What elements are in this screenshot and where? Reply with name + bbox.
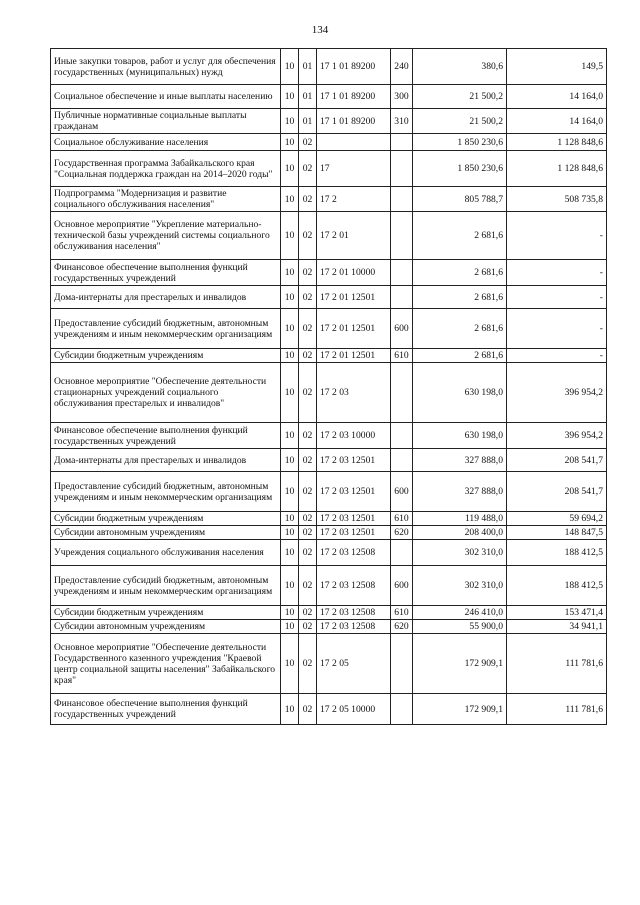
row-executed-amount-cell: - (507, 212, 607, 260)
table-row (51, 566, 607, 606)
table-row (51, 606, 607, 620)
row-section-cell: 10 (281, 309, 299, 349)
row-name-cell: Подпрограмма "Модернизация и развитие социального обслуживания населения" (51, 187, 281, 212)
table-row (51, 286, 607, 309)
row-executed-amount-cell: 396 954,2 (507, 423, 607, 449)
row-planned-amount-cell: 55 900,0 (413, 620, 507, 634)
row-subsection-cell: 02 (299, 449, 317, 472)
row-executed-amount-cell: 14 164,0 (507, 85, 607, 109)
row-subsection-cell: 01 (299, 85, 317, 109)
row-name-cell: Субсидии бюджетным учреждениям (51, 349, 281, 363)
table-row (51, 694, 607, 725)
row-executed-amount-cell: 111 781,6 (507, 634, 607, 694)
row-expense-type-cell: 610 (391, 512, 413, 526)
row-subsection-cell: 02 (299, 540, 317, 566)
row-expense-type-cell (391, 286, 413, 309)
row-target-article-cell: 17 (317, 151, 391, 187)
row-target-article-cell: 17 2 01 (317, 212, 391, 260)
row-planned-amount-cell: 21 500,2 (413, 85, 507, 109)
row-subsection-cell: 02 (299, 286, 317, 309)
row-target-article-cell: 17 2 03 10000 (317, 423, 391, 449)
row-subsection-cell: 02 (299, 472, 317, 512)
table-row (51, 212, 607, 260)
row-target-article-cell: 17 2 03 12508 (317, 606, 391, 620)
row-section-cell: 10 (281, 286, 299, 309)
row-executed-amount-cell: 188 412,5 (507, 540, 607, 566)
row-planned-amount-cell: 2 681,6 (413, 309, 507, 349)
row-planned-amount-cell: 630 198,0 (413, 363, 507, 423)
table-row (51, 134, 607, 151)
row-target-article-cell: 17 2 01 12501 (317, 286, 391, 309)
row-executed-amount-cell: 14 164,0 (507, 109, 607, 134)
row-subsection-cell: 02 (299, 187, 317, 212)
row-name-cell: Иные закупки товаров, работ и услуг для обеспечения государственных (муниципальных) нужд (51, 49, 281, 85)
row-expense-type-cell: 310 (391, 109, 413, 134)
row-target-article-cell: 17 2 03 12501 (317, 449, 391, 472)
row-expense-type-cell: 600 (391, 472, 413, 512)
row-expense-type-cell (391, 694, 413, 725)
row-target-article-cell: 17 2 01 10000 (317, 260, 391, 286)
table-row (51, 512, 607, 526)
row-subsection-cell: 02 (299, 260, 317, 286)
row-target-article-cell (317, 134, 391, 151)
row-name-cell: Основное мероприятие "Обеспечение деятельности Государственного казенного учреждения "Краевой центр социальной защиты населения" Забайкальского края" (51, 634, 281, 694)
row-planned-amount-cell: 119 488,0 (413, 512, 507, 526)
row-planned-amount-cell: 327 888,0 (413, 472, 507, 512)
row-name-cell: Социальное обеспечение и иные выплаты населению (51, 85, 281, 109)
row-target-article-cell: 17 2 03 12508 (317, 540, 391, 566)
row-section-cell: 10 (281, 423, 299, 449)
row-expense-type-cell (391, 634, 413, 694)
row-planned-amount-cell: 302 310,0 (413, 566, 507, 606)
row-name-cell: Финансовое обеспечение выполнения функций государственных учреждений (51, 260, 281, 286)
row-subsection-cell: 02 (299, 423, 317, 449)
table-row (51, 634, 607, 694)
row-target-article-cell: 17 2 05 (317, 634, 391, 694)
row-subsection-cell: 02 (299, 151, 317, 187)
row-planned-amount-cell: 380,6 (413, 49, 507, 85)
row-planned-amount-cell: 302 310,0 (413, 540, 507, 566)
row-expense-type-cell: 620 (391, 620, 413, 634)
row-section-cell: 10 (281, 212, 299, 260)
budget-table (50, 48, 607, 725)
row-planned-amount-cell: 208 400,0 (413, 526, 507, 540)
row-expense-type-cell (391, 260, 413, 286)
row-name-cell: Предоставление субсидий бюджетным, автономным учреждениям и иным некоммерческим организациям (51, 309, 281, 349)
row-executed-amount-cell: - (507, 349, 607, 363)
row-target-article-cell: 17 2 05 10000 (317, 694, 391, 725)
row-executed-amount-cell: 149,5 (507, 49, 607, 85)
row-section-cell: 10 (281, 449, 299, 472)
row-executed-amount-cell: 59 694,2 (507, 512, 607, 526)
table-row (51, 349, 607, 363)
row-executed-amount-cell: 148 847,5 (507, 526, 607, 540)
row-executed-amount-cell: 508 735,8 (507, 187, 607, 212)
row-expense-type-cell: 610 (391, 349, 413, 363)
row-executed-amount-cell: 1 128 848,6 (507, 151, 607, 187)
row-planned-amount-cell: 21 500,2 (413, 109, 507, 134)
row-planned-amount-cell: 2 681,6 (413, 260, 507, 286)
row-target-article-cell: 17 2 03 (317, 363, 391, 423)
row-expense-type-cell: 300 (391, 85, 413, 109)
row-expense-type-cell (391, 363, 413, 423)
row-section-cell: 10 (281, 512, 299, 526)
row-subsection-cell: 02 (299, 363, 317, 423)
row-planned-amount-cell: 1 850 230,6 (413, 134, 507, 151)
row-executed-amount-cell: 34 941,1 (507, 620, 607, 634)
table-row (51, 472, 607, 512)
row-section-cell: 10 (281, 151, 299, 187)
row-subsection-cell: 02 (299, 566, 317, 606)
row-section-cell: 10 (281, 260, 299, 286)
row-name-cell: Субсидии бюджетным учреждениям (51, 606, 281, 620)
row-expense-type-cell: 600 (391, 309, 413, 349)
row-subsection-cell: 02 (299, 212, 317, 260)
row-subsection-cell: 01 (299, 49, 317, 85)
row-expense-type-cell (391, 212, 413, 260)
row-name-cell: Субсидии бюджетным учреждениям (51, 512, 281, 526)
table-row (51, 109, 607, 134)
row-expense-type-cell (391, 151, 413, 187)
row-subsection-cell: 02 (299, 620, 317, 634)
row-name-cell: Учреждения социального обслуживания населения (51, 540, 281, 566)
table-row (51, 187, 607, 212)
row-name-cell: Публичные нормативные социальные выплаты гражданам (51, 109, 281, 134)
row-target-article-cell: 17 2 03 12501 (317, 526, 391, 540)
row-planned-amount-cell: 172 909,1 (413, 634, 507, 694)
row-name-cell: Дома-интернаты для престарелых и инвалидов (51, 449, 281, 472)
row-expense-type-cell: 610 (391, 606, 413, 620)
row-executed-amount-cell: 111 781,6 (507, 694, 607, 725)
row-name-cell: Дома-интернаты для престарелых и инвалидов (51, 286, 281, 309)
row-subsection-cell: 02 (299, 309, 317, 349)
row-section-cell: 10 (281, 134, 299, 151)
row-planned-amount-cell: 630 198,0 (413, 423, 507, 449)
row-planned-amount-cell: 805 788,7 (413, 187, 507, 212)
row-executed-amount-cell: - (507, 260, 607, 286)
row-target-article-cell: 17 2 01 12501 (317, 309, 391, 349)
table-row (51, 449, 607, 472)
row-target-article-cell: 17 2 03 12501 (317, 512, 391, 526)
row-executed-amount-cell: 396 954,2 (507, 363, 607, 423)
row-expense-type-cell (391, 187, 413, 212)
row-subsection-cell: 02 (299, 694, 317, 725)
table-row (51, 85, 607, 109)
table-row (51, 540, 607, 566)
row-target-article-cell: 17 1 01 89200 (317, 109, 391, 134)
row-planned-amount-cell: 2 681,6 (413, 286, 507, 309)
row-section-cell: 10 (281, 363, 299, 423)
row-section-cell: 10 (281, 694, 299, 725)
row-expense-type-cell (391, 134, 413, 151)
row-target-article-cell: 17 1 01 89200 (317, 49, 391, 85)
row-expense-type-cell (391, 423, 413, 449)
row-planned-amount-cell: 172 909,1 (413, 694, 507, 725)
row-section-cell: 10 (281, 526, 299, 540)
row-executed-amount-cell: 208 541,7 (507, 449, 607, 472)
row-subsection-cell: 02 (299, 526, 317, 540)
row-target-article-cell: 17 2 03 12508 (317, 620, 391, 634)
row-name-cell: Субсидии автономным учреждениям (51, 526, 281, 540)
row-planned-amount-cell: 327 888,0 (413, 449, 507, 472)
row-section-cell: 10 (281, 85, 299, 109)
row-name-cell: Финансовое обеспечение выполнения функций государственных учреждений (51, 423, 281, 449)
row-expense-type-cell: 240 (391, 49, 413, 85)
row-subsection-cell: 02 (299, 634, 317, 694)
row-executed-amount-cell: 153 471,4 (507, 606, 607, 620)
row-name-cell: Государственная программа Забайкальского края "Социальная поддержка граждан на 2014–2020 годы" (51, 151, 281, 187)
row-subsection-cell: 02 (299, 512, 317, 526)
row-name-cell: Предоставление субсидий бюджетным, автономным учреждениям и иным некоммерческим организациям (51, 566, 281, 606)
page-number: 134 (311, 24, 329, 36)
row-expense-type-cell: 620 (391, 526, 413, 540)
row-target-article-cell: 17 2 (317, 187, 391, 212)
table-row (51, 260, 607, 286)
row-planned-amount-cell: 2 681,6 (413, 349, 507, 363)
row-section-cell: 10 (281, 349, 299, 363)
table-row (51, 423, 607, 449)
row-expense-type-cell (391, 540, 413, 566)
row-section-cell: 10 (281, 472, 299, 512)
row-section-cell: 10 (281, 634, 299, 694)
row-section-cell: 10 (281, 620, 299, 634)
row-planned-amount-cell: 1 850 230,6 (413, 151, 507, 187)
row-executed-amount-cell: - (507, 309, 607, 349)
budget-table-body (51, 49, 607, 725)
row-section-cell: 10 (281, 49, 299, 85)
table-row (51, 363, 607, 423)
table-row (51, 526, 607, 540)
row-name-cell: Основное мероприятие "Укрепление материально-технической базы учреждений системы социального обслуживания населения" (51, 212, 281, 260)
row-section-cell: 10 (281, 540, 299, 566)
row-section-cell: 10 (281, 566, 299, 606)
row-executed-amount-cell: - (507, 286, 607, 309)
row-planned-amount-cell: 246 410,0 (413, 606, 507, 620)
row-target-article-cell: 17 1 01 89200 (317, 85, 391, 109)
row-target-article-cell: 17 2 01 12501 (317, 349, 391, 363)
row-name-cell: Основное мероприятие "Обеспечение деятельности стационарных учреждений социального обслуживания престарелых и инвалидов" (51, 363, 281, 423)
row-target-article-cell: 17 2 03 12501 (317, 472, 391, 512)
row-subsection-cell: 02 (299, 349, 317, 363)
row-expense-type-cell (391, 449, 413, 472)
row-name-cell: Предоставление субсидий бюджетным, автономным учреждениям и иным некоммерческим организациям (51, 472, 281, 512)
row-subsection-cell: 02 (299, 606, 317, 620)
table-row (51, 151, 607, 187)
row-name-cell: Финансовое обеспечение выполнения функций государственных учреждений (51, 694, 281, 725)
table-row (51, 620, 607, 634)
table-row (51, 49, 607, 85)
row-section-cell: 10 (281, 606, 299, 620)
row-section-cell: 10 (281, 109, 299, 134)
row-subsection-cell: 01 (299, 109, 317, 134)
row-name-cell: Субсидии автономным учреждениям (51, 620, 281, 634)
row-planned-amount-cell: 2 681,6 (413, 212, 507, 260)
table-row (51, 309, 607, 349)
row-expense-type-cell: 600 (391, 566, 413, 606)
row-name-cell: Социальное обслуживание населения (51, 134, 281, 151)
row-target-article-cell: 17 2 03 12508 (317, 566, 391, 606)
row-section-cell: 10 (281, 187, 299, 212)
row-executed-amount-cell: 1 128 848,6 (507, 134, 607, 151)
row-executed-amount-cell: 188 412,5 (507, 566, 607, 606)
row-executed-amount-cell: 208 541,7 (507, 472, 607, 512)
row-subsection-cell: 02 (299, 134, 317, 151)
